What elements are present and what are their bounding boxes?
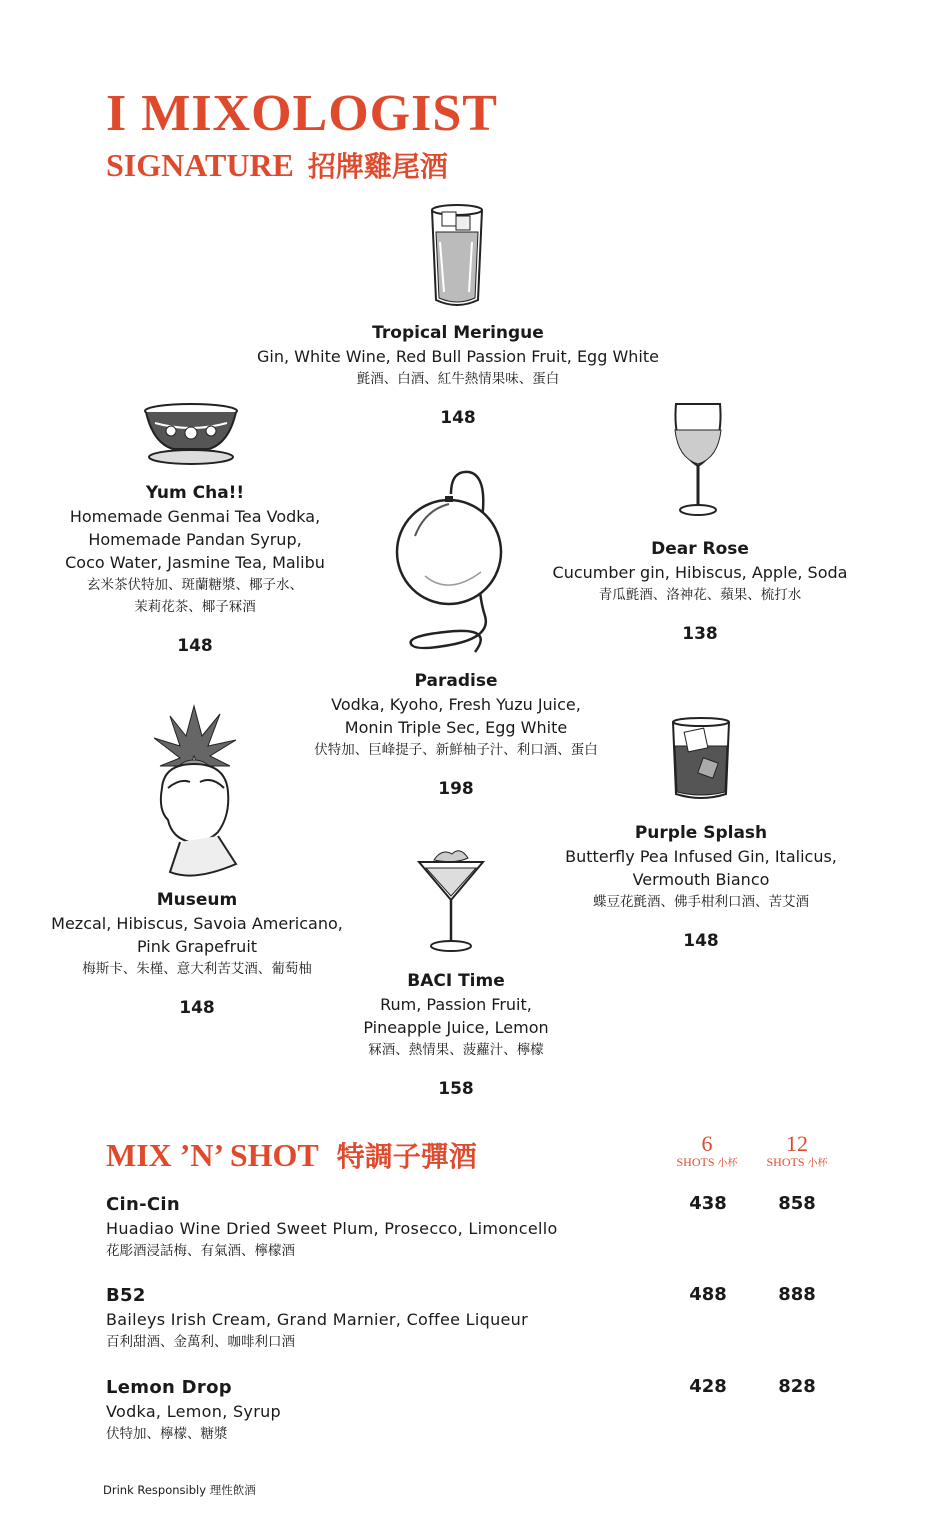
column-count: 12 (786, 1131, 808, 1156)
martini-glass-icon (416, 846, 486, 954)
section-title-en: MIX ’N’ SHOT (106, 1137, 319, 1173)
drink-paradise (296, 669, 616, 799)
drink-ingredients: Gin, White Wine, Red Bull Passion Fruit, Egg White (257, 347, 659, 366)
shot-ingredients-zh: 花彫酒浸話梅、有氣酒、檸檬酒 (106, 1243, 295, 1259)
shot-ingredients-zh: 百利甜酒、金萬利、咖啡利口酒 (106, 1334, 295, 1350)
rocks-glass-icon (670, 716, 732, 802)
drink-name: Tropical Meringue (372, 323, 544, 343)
drink-name: Purple Splash (634, 823, 768, 843)
drink-ingredients: Butterfly Pea Infused Gin, Italicus, (565, 847, 837, 866)
shot-ingredients: Baileys Irish Cream, Grand Marnier, Coffee Liqueur (106, 1310, 528, 1329)
drink-name: BACI Time (407, 971, 505, 991)
column-label: SHOTS (766, 1155, 805, 1169)
drink-ingredients: Mezcal, Hibiscus, Savoia Americano, (51, 914, 343, 933)
page-title: I MIXOLOGIST (106, 85, 498, 142)
column-header-6-shots (667, 1133, 747, 1171)
drink-ingredients-zh: 冧酒、熱情果、菠蘿汁、檸檬 (368, 1042, 544, 1058)
drink-museum (47, 888, 347, 1018)
drink-ingredients-zh: 茉莉花茶、椰子冧酒 (134, 599, 256, 615)
drink-tropical-meringue (208, 321, 708, 428)
shot-name: Cin-Cin (106, 1194, 180, 1215)
drink-price: 148 (179, 998, 215, 1018)
drink-price: 198 (438, 779, 474, 799)
column-count: 6 (701, 1131, 713, 1156)
drink-ingredients: Pink Grapefruit (136, 937, 258, 956)
highball-glass-icon (428, 202, 486, 310)
drink-dear-rose (545, 537, 855, 644)
section-title-zh: 招牌雞尾酒 (307, 152, 448, 183)
drink-ingredients: Vodka, Kyoho, Fresh Yuzu Juice, (331, 695, 581, 714)
drink-ingredients: Rum, Passion Fruit, (380, 995, 532, 1014)
drink-ingredients-zh: 蝶豆花氈酒、佛手柑利口酒、苦艾酒 (593, 894, 809, 910)
drink-ingredients: Homemade Pandan Syrup, (88, 530, 302, 549)
drink-name: Paradise (414, 671, 498, 691)
price-12-shots: 828 (778, 1376, 816, 1397)
drink-price: 148 (177, 636, 213, 656)
hanging-globe-icon (395, 466, 505, 656)
shot-ingredients: Vodka, Lemon, Syrup (106, 1402, 281, 1421)
section-title-mix-n-shot (106, 1136, 477, 1177)
section-title-en: SIGNATURE (106, 147, 294, 183)
shot-name: B52 (106, 1285, 146, 1306)
drink-ingredients: Homemade Genmai Tea Vodka, (69, 507, 321, 526)
drink-ingredients-zh: 青瓜氈酒、洛神花、蘋果、梳打水 (598, 587, 802, 603)
drink-ingredients: Vermouth Bianco (632, 870, 770, 889)
section-title-zh: 特調子彈酒 (336, 1142, 477, 1173)
drink-price: 138 (682, 624, 718, 644)
drink-name: Dear Rose (651, 539, 749, 559)
column-label-zh: 小杯 (717, 1158, 738, 1169)
drink-ingredients-zh: 氈酒、白酒、紅牛熱情果味、蛋白 (356, 371, 560, 387)
shot-item-cin-cin (106, 1193, 866, 1263)
column-header-12-shots (757, 1133, 837, 1171)
drink-name: Museum (156, 890, 238, 910)
drink-name: Yum Cha!! (145, 483, 245, 503)
shot-item-lemon-drop (106, 1376, 866, 1446)
drink-ingredients: Coco Water, Jasmine Tea, Malibu (65, 553, 325, 572)
footer-disclaimer: Drink Responsibly 理性飲酒 (103, 1483, 256, 1497)
statue-bust-icon (140, 696, 248, 882)
drink-ingredients-zh: 伏特加、巨峰提子、新鮮柚子汁、利口酒、蛋白 (314, 742, 598, 758)
shot-name: Lemon Drop (106, 1377, 232, 1398)
drink-baci-time (306, 969, 606, 1099)
drink-price: 148 (683, 931, 719, 951)
column-label: SHOTS (676, 1155, 715, 1169)
price-6-shots: 438 (689, 1193, 727, 1214)
drink-price: 158 (438, 1079, 474, 1099)
section-title-signature (106, 146, 448, 187)
shot-item-b52 (106, 1284, 866, 1354)
drink-ingredients: Monin Triple Sec, Egg White (344, 718, 568, 737)
shot-ingredients-zh: 伏特加、檸檬、糖漿 (106, 1426, 228, 1442)
drink-ingredients: Cucumber gin, Hibiscus, Apple, Soda (552, 563, 848, 582)
drink-ingredients: Pineapple Juice, Lemon (363, 1018, 549, 1037)
price-6-shots: 428 (689, 1376, 727, 1397)
price-12-shots: 858 (778, 1193, 816, 1214)
drink-purple-splash (551, 821, 851, 951)
drink-yum-cha (45, 481, 345, 656)
drink-price: 148 (440, 408, 476, 428)
drink-ingredients-zh: 玄米茶伏特加、斑蘭糖漿、椰子水、 (87, 577, 303, 593)
column-label-zh: 小杯 (807, 1158, 828, 1169)
shot-ingredients: Huadiao Wine Dried Sweet Plum, Prosecco, Limoncello (106, 1219, 558, 1238)
price-12-shots: 888 (778, 1284, 816, 1305)
price-6-shots: 488 (689, 1284, 727, 1305)
drink-ingredients-zh: 梅斯卡、朱槿、意大利苦艾酒、葡萄柚 (82, 961, 312, 977)
